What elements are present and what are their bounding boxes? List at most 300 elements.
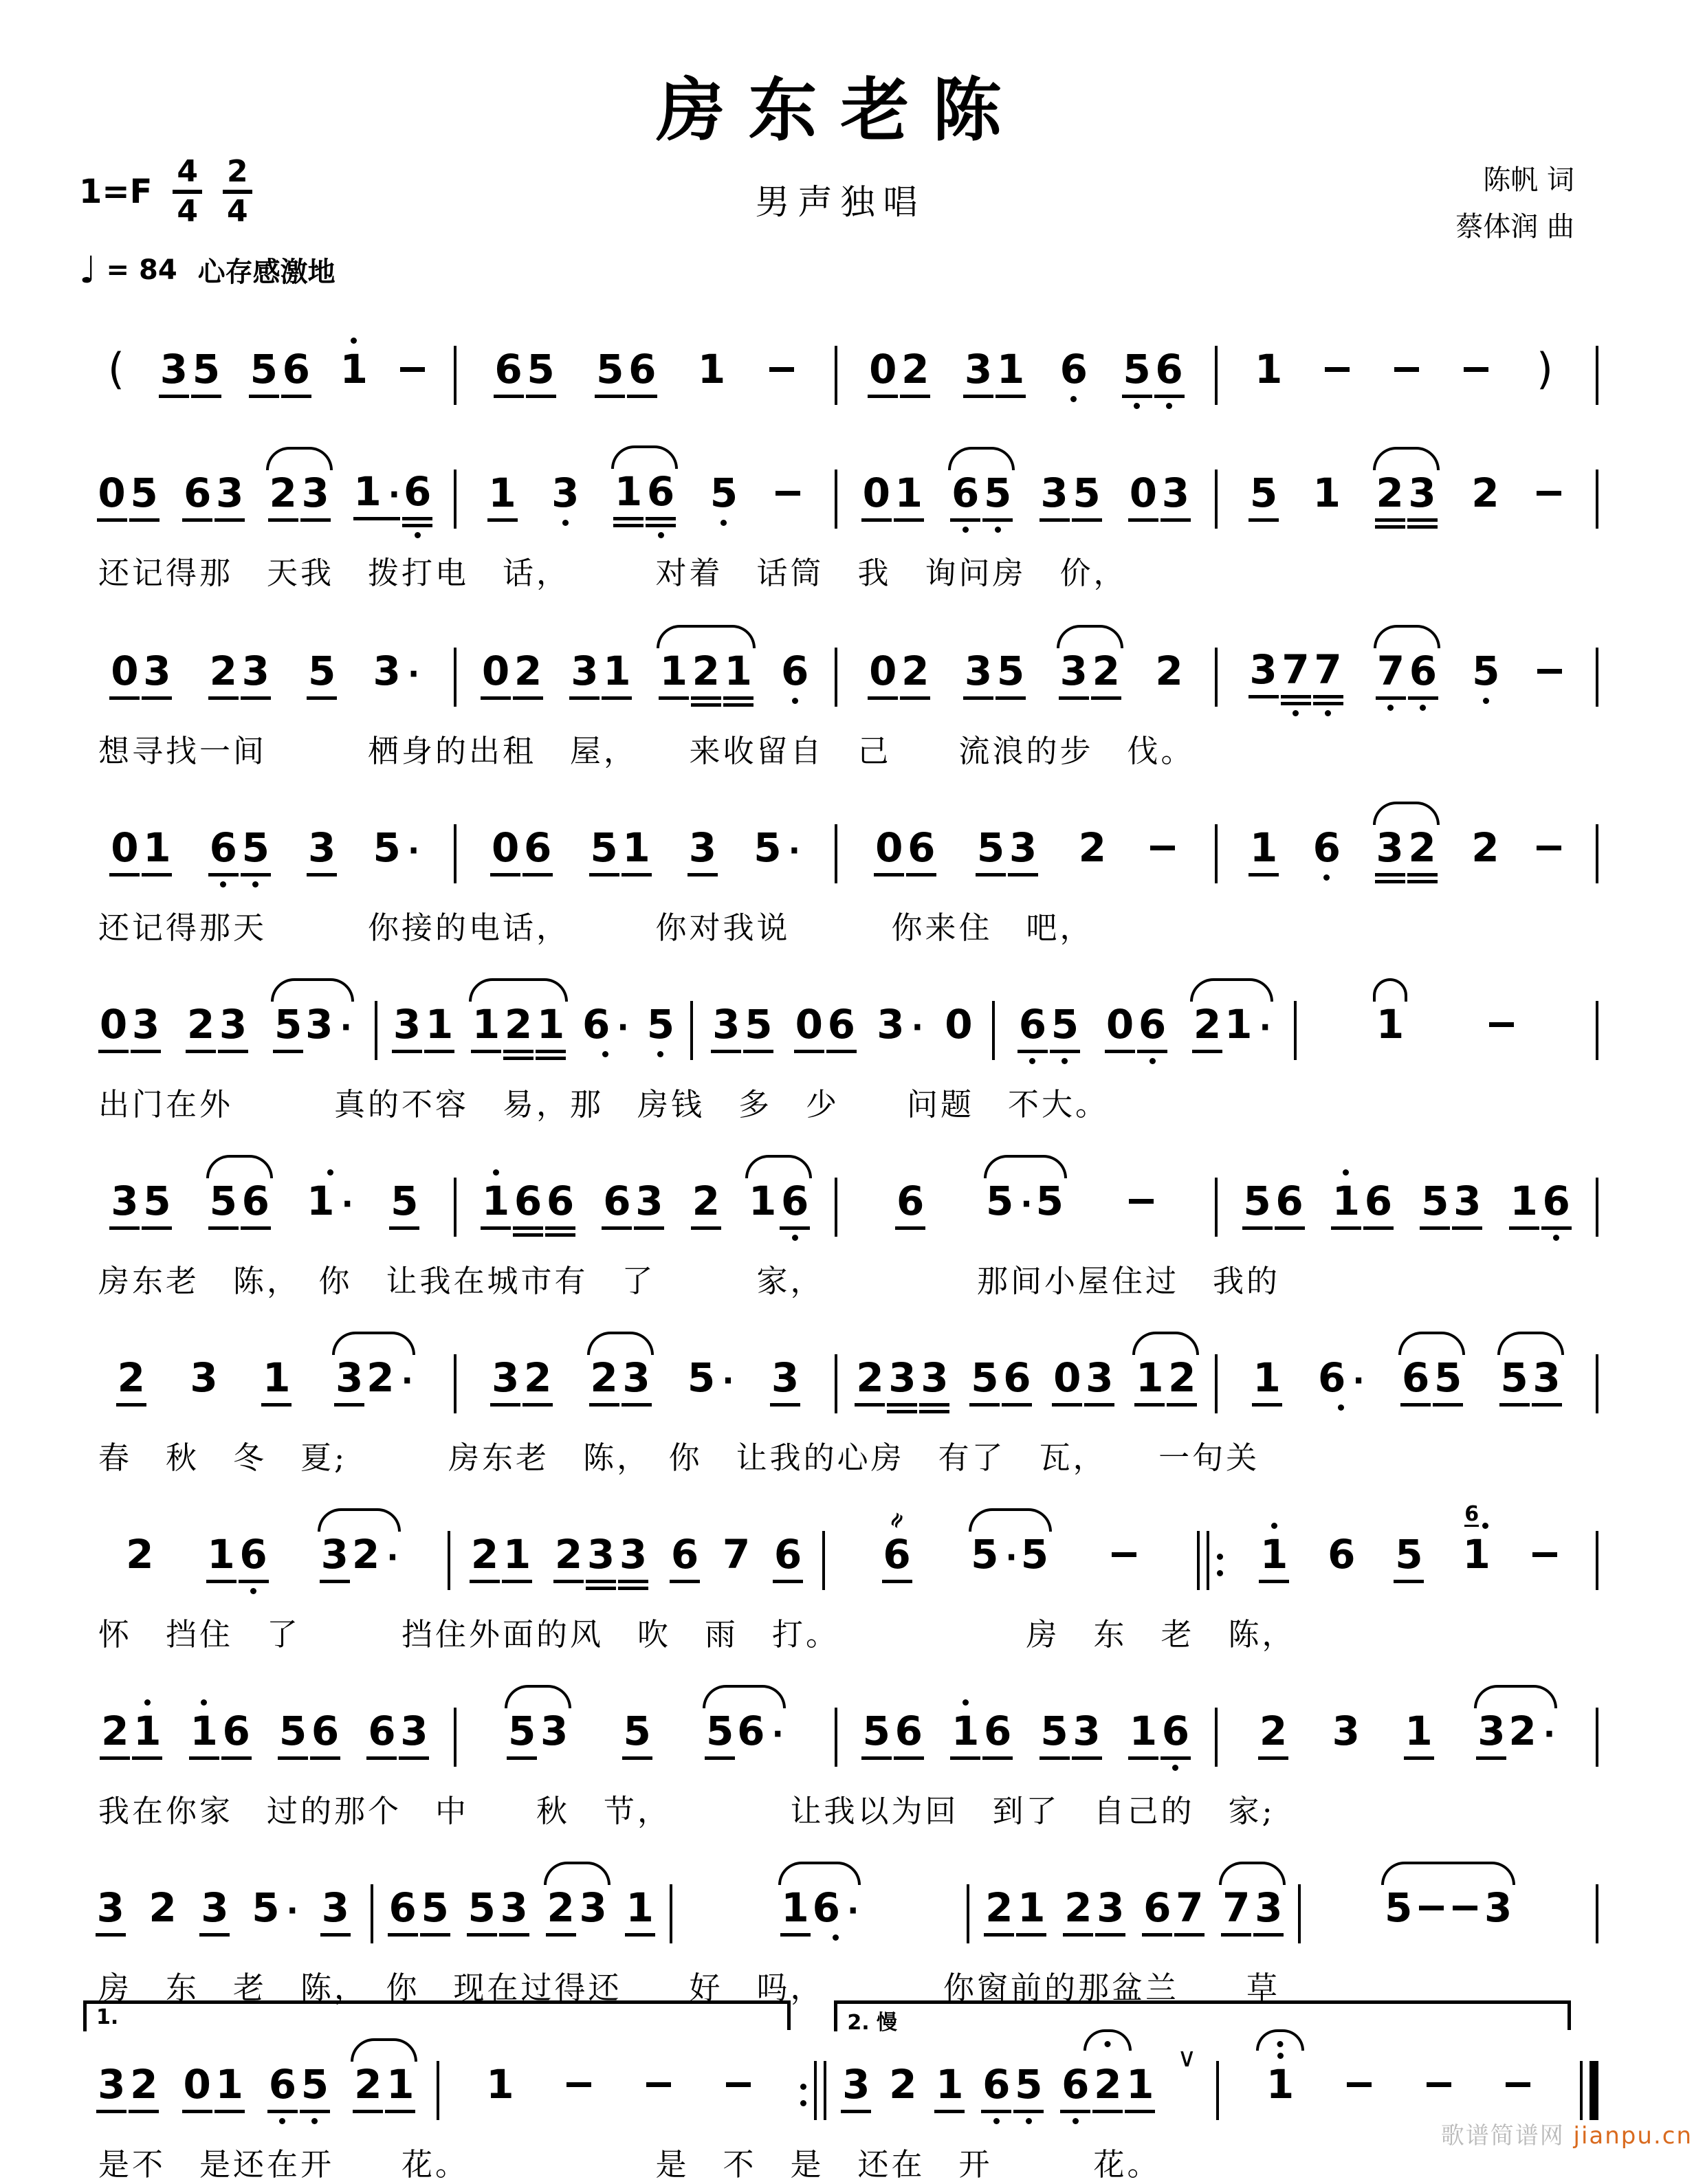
note-bottom [1128, 1753, 1158, 1776]
note-bottom [507, 1753, 537, 1776]
note [874, 799, 904, 893]
note [241, 623, 271, 716]
note-digit: 3 [551, 470, 580, 516]
beam-line [894, 1756, 924, 1760]
note-digit: 1 [425, 1001, 454, 1048]
note-group [773, 1506, 803, 1600]
score [79, 321, 1602, 2184]
note-digit: 5 [1243, 1178, 1271, 1224]
barline-stroke [454, 648, 456, 707]
tempo-expression: 心存感激地 [197, 256, 336, 288]
note-bottom [481, 1223, 511, 1246]
beam-line [320, 1933, 351, 1937]
note [743, 976, 773, 1070]
beam-line [1408, 696, 1438, 700]
note-bottom [100, 1753, 130, 1776]
subtitle: 男声独唱 [755, 182, 926, 222]
beam-line [963, 696, 993, 700]
note-digit: 6 [1143, 1884, 1172, 1931]
note-bottom [402, 514, 432, 538]
beam-line [982, 518, 1013, 522]
note [1059, 321, 1089, 415]
barline-stroke [454, 1178, 456, 1237]
beam-line [1252, 1403, 1282, 1407]
note-bottom [424, 1046, 454, 1070]
note-bottom [569, 693, 600, 716]
note-group [1052, 1330, 1114, 1423]
note-digit: 5 [278, 1708, 307, 1754]
measure [1300, 976, 1592, 1070]
note-bottom [1040, 1753, 1070, 1776]
note [481, 623, 511, 716]
note [563, 2036, 595, 2130]
note-group [481, 623, 543, 716]
lyrics-line: 是不 是还在开 花。 是 不 是 还在 开 花。 [98, 2146, 1161, 2183]
note [1533, 445, 1565, 538]
note-digit [643, 2062, 674, 2106]
note-group [1509, 1153, 1572, 1246]
note [206, 1506, 236, 1600]
note-bottom [582, 1046, 629, 1070]
beam-line [1059, 696, 1089, 700]
beam-line [996, 696, 1026, 700]
note-digit [1423, 2062, 1455, 2106]
note-bottom [1408, 693, 1438, 716]
note-digit: 3 · [305, 1001, 352, 1048]
note-bottom [307, 693, 337, 716]
note [307, 623, 337, 716]
note-group [1394, 1506, 1424, 1600]
note-bottom [1091, 693, 1121, 716]
note-digit [1449, 1886, 1481, 1930]
note-digit: 5 [250, 346, 278, 393]
octave-dot-below [1323, 874, 1330, 881]
note-digit: 3 [1376, 824, 1404, 871]
beam-line [1248, 695, 1279, 698]
lyrics-line: 房东老 陈， 你 让我在城市有 了 家， 那间小屋住过 我的 [98, 1263, 1281, 1299]
note-digit: 6 [282, 346, 311, 393]
note-bottom [189, 1400, 219, 1423]
barline [444, 1531, 454, 1600]
note-group [1376, 623, 1438, 716]
note-group [874, 799, 936, 893]
slur-arc [1374, 625, 1440, 648]
augmentation-dot: · [407, 832, 420, 869]
note-bottom [526, 391, 556, 415]
music-system [79, 321, 1602, 415]
note-digit: 2 [692, 1178, 720, 1224]
note-digit: 0 [111, 648, 139, 694]
barline [1211, 470, 1221, 538]
note-digit [1460, 347, 1492, 391]
measure [79, 976, 371, 1070]
note-bottom [578, 1930, 608, 1953]
note-bottom [602, 1223, 632, 1246]
measure [841, 799, 1212, 893]
dash-note [1537, 669, 1562, 674]
note-digit: 2 [1471, 470, 1499, 516]
note-bottom [1253, 1930, 1284, 1953]
note-group [602, 1153, 664, 1246]
measure [1221, 1330, 1592, 1423]
note-digit: 2 [209, 648, 237, 694]
dash-note [400, 367, 425, 372]
note-digit: 0 [1053, 1354, 1081, 1401]
beam-line [646, 517, 676, 520]
note-group [320, 1506, 399, 1600]
note-bottom [471, 1046, 501, 1070]
barline-stroke [1197, 1531, 1200, 1590]
music-system [79, 1330, 1602, 1477]
note [142, 1153, 172, 1246]
note-digit: 3 · [373, 648, 420, 694]
note-group [882, 1506, 912, 1600]
note-bottom [659, 693, 689, 716]
note [494, 321, 524, 415]
note-group [861, 445, 924, 538]
octave-dot-below [1150, 1058, 1156, 1064]
note [622, 1683, 652, 1776]
note-bottom [98, 1046, 129, 1070]
note-group [1128, 445, 1191, 538]
beam-line [887, 1410, 917, 1413]
note [906, 799, 936, 893]
note [861, 445, 892, 538]
barline [1592, 648, 1602, 716]
barline-stroke [1596, 1354, 1598, 1413]
note-digit [1321, 347, 1353, 391]
note-group [780, 623, 810, 716]
note [670, 1506, 700, 1600]
note-group [320, 1860, 351, 1953]
note-digit: 3 [335, 1354, 364, 1401]
beam-line [1128, 1756, 1158, 1760]
note-digit: 5 [421, 1884, 449, 1931]
beam-line [310, 1756, 340, 1760]
barline [1211, 346, 1221, 415]
note [373, 623, 420, 716]
note-group [100, 1683, 162, 1776]
note-digit: 6 [883, 1531, 911, 1578]
note-group [646, 976, 676, 1070]
note [1072, 445, 1102, 538]
octave-dot-below [792, 1235, 798, 1241]
note [1509, 1153, 1539, 1246]
note [116, 1330, 146, 1423]
augmentation-dot: · [771, 1715, 784, 1752]
beam-line [1331, 1226, 1361, 1230]
measure [79, 1683, 450, 1776]
dash-note [1419, 1906, 1444, 1910]
note-group [189, 1330, 219, 1423]
note-top [1271, 1506, 1277, 1532]
note-bottom [1192, 1046, 1222, 1070]
note-group [1533, 799, 1565, 893]
note [1312, 799, 1342, 893]
note-bottom [389, 1223, 419, 1246]
note-group [1486, 976, 1517, 1070]
beam-line [189, 1756, 219, 1760]
slur-arc [969, 1508, 1052, 1532]
key-label: 1=F [79, 173, 153, 211]
note [646, 976, 676, 1070]
note-group [976, 799, 1038, 893]
octave-dot-above [1271, 1523, 1277, 1529]
watermark-site: 歌谱简谱网 [1440, 2122, 1565, 2150]
beam-line [249, 395, 279, 398]
note-group [1125, 1153, 1157, 1246]
note-bottom [861, 1753, 892, 1776]
beam-line [545, 1233, 575, 1237]
note-digit: 6 [628, 346, 657, 393]
note-bottom [1318, 1400, 1365, 1423]
note-digit: 6 · [737, 1708, 784, 1754]
note [894, 1683, 924, 1776]
note-bottom [1137, 1046, 1167, 1070]
note-digit: 1 [1376, 1001, 1405, 1048]
note-digit: 1 [503, 1531, 531, 1578]
note-group [643, 2036, 674, 2130]
note-bottom [252, 1930, 298, 1953]
note-bottom [770, 1400, 800, 1423]
note-bottom [874, 870, 904, 893]
beam-line [424, 1050, 454, 1053]
beam-line [536, 1050, 566, 1053]
note-bottom [1499, 1400, 1530, 1423]
note [97, 445, 127, 538]
note [589, 799, 619, 893]
barline-stroke [454, 1708, 456, 1767]
slur-arc [657, 625, 756, 648]
note-digit: 5 [984, 470, 1012, 516]
note-bottom [278, 1753, 308, 1776]
note-bottom [310, 1753, 340, 1776]
note [882, 1506, 912, 1600]
note-bottom [1059, 693, 1089, 716]
note-group [96, 2036, 159, 2130]
beam-line [1476, 1756, 1506, 1760]
note-group [766, 321, 798, 415]
note-bottom [307, 870, 337, 893]
note [191, 321, 221, 415]
note-bottom [1013, 2106, 1044, 2130]
slur-arc [1381, 1862, 1515, 1885]
note-digit: 5 [705, 1708, 734, 1754]
barline [1592, 1001, 1602, 1070]
note [963, 623, 993, 716]
measure [841, 321, 1212, 415]
note-bottom [1077, 870, 1108, 893]
note-group [1391, 321, 1422, 415]
octave-dot-below [1483, 698, 1489, 704]
beam-line [241, 873, 271, 876]
notes-row [79, 2005, 1602, 2130]
note-bottom [1092, 2106, 1123, 2130]
measure [377, 1860, 666, 1953]
note-digit: 6 [1542, 1178, 1570, 1224]
beam-line [1040, 1756, 1070, 1760]
note-bottom [241, 693, 271, 716]
note [696, 321, 727, 415]
note-group [723, 2036, 754, 2130]
note-group [1258, 1683, 1288, 1776]
note-digit: 5 [1015, 2061, 1043, 2108]
note-digit: 0 [945, 1001, 973, 1048]
beam-line [981, 2110, 1011, 2113]
measure [973, 1860, 1295, 1953]
note [996, 623, 1026, 716]
note-group [770, 1330, 800, 1423]
note-digit: 6 [780, 1178, 809, 1224]
note-bottom [1063, 1930, 1093, 1953]
beam-line [129, 518, 160, 522]
note-bottom [1258, 1753, 1288, 1776]
grace-note: 6 [1464, 1502, 1480, 1526]
barline-stroke [835, 346, 837, 405]
note [339, 321, 369, 415]
note [900, 623, 930, 716]
note-digit: 2 [1078, 824, 1106, 871]
note [353, 443, 400, 538]
note-digit: 2 [101, 1708, 129, 1754]
note-digit: 5 [996, 648, 1025, 694]
note-group [1420, 1153, 1482, 1246]
beam-line [503, 1050, 534, 1053]
header-meta [79, 154, 1602, 291]
lyrics-line: 出门在外 真的不容 易，那 房钱 多 少 问题 不大。 [98, 1086, 1110, 1123]
composer-credit: 蔡体润 曲 [1455, 211, 1574, 243]
note-digit: 0 [481, 648, 510, 694]
note [1242, 1153, 1273, 1246]
barline-stroke [690, 1001, 693, 1060]
note-top [882, 1506, 912, 1534]
beam-line [627, 395, 657, 398]
note-top [351, 321, 357, 347]
beam-line [273, 1050, 303, 1053]
note-digit: 1 [386, 2061, 415, 2108]
note-bottom [1452, 1223, 1482, 1246]
beam-line [221, 1756, 252, 1760]
note-bottom [499, 1930, 529, 1953]
music-system [79, 2005, 1602, 2184]
beam-line [402, 524, 432, 527]
dash-note [646, 2082, 671, 2087]
note-bottom [868, 391, 898, 415]
music-system [79, 1153, 1602, 1301]
note-group [877, 976, 923, 1070]
note-group [622, 1683, 652, 1776]
beam-line [546, 1933, 576, 1937]
note [499, 1860, 529, 1953]
note-digit: 6 [239, 1531, 267, 1578]
note [402, 443, 432, 538]
key-signature [79, 154, 602, 229]
dash-note [726, 2082, 751, 2087]
note-digit: 3 [619, 1531, 648, 1578]
note [1122, 321, 1152, 415]
note [1326, 1506, 1356, 1600]
note-digit: 3 [301, 470, 329, 516]
augmentation-dot: · [788, 832, 801, 869]
note-digit: 3 [400, 1708, 428, 1754]
note-group [124, 1506, 155, 1600]
beam-line [503, 1057, 534, 1060]
note-digit: 6 [222, 1708, 250, 1754]
note-group [1134, 1330, 1197, 1423]
note-bottom [855, 1400, 885, 1423]
beam-line [602, 1226, 632, 1230]
note-bottom [1313, 692, 1343, 716]
note-digit [1391, 347, 1422, 391]
note-bottom [950, 515, 980, 538]
note-digit: 3 [241, 648, 270, 694]
note-digit: 6 [827, 1001, 855, 1048]
note-bottom [919, 1400, 949, 1423]
note [569, 623, 600, 716]
beam-line [420, 1933, 450, 1937]
slur-arc [703, 1685, 786, 1708]
note-bottom [1449, 1930, 1481, 1953]
note-bottom [300, 515, 331, 538]
note-digit: 6 [894, 1708, 923, 1754]
beam-line [1134, 1403, 1165, 1407]
beam-line [1013, 2110, 1044, 2113]
note [1404, 1683, 1434, 1776]
beam-line [142, 873, 172, 876]
note [300, 2036, 330, 2130]
note-digit: 2 [504, 1001, 533, 1048]
note-digit: 2 [1168, 1354, 1196, 1401]
repeat-dot [1217, 1570, 1223, 1576]
note-digit: 2 · [366, 1354, 413, 1401]
beam-line [622, 873, 652, 876]
note-bottom [218, 1046, 248, 1070]
note-bottom [906, 870, 936, 893]
key-tempo-block [79, 154, 602, 291]
music-system [79, 443, 1602, 593]
octave-dot-above [1482, 1523, 1488, 1529]
beam-line [402, 517, 432, 520]
note [1105, 976, 1135, 1070]
note-bottom [124, 1576, 155, 1600]
note-bottom [101, 391, 131, 415]
note [1052, 1330, 1082, 1423]
note-group [388, 1860, 450, 1953]
slur-arc [778, 1862, 861, 1885]
octave-dot-below [1070, 396, 1077, 402]
beam-line [241, 696, 271, 700]
note-group [1147, 799, 1178, 893]
note [1013, 2036, 1044, 2130]
note-bottom [470, 1576, 500, 1600]
octave-dot-above [351, 338, 357, 344]
note-top [962, 1683, 969, 1709]
note-digit: 7 [722, 1531, 751, 1578]
note [1040, 445, 1070, 538]
note [129, 2036, 159, 2130]
octave-dot-below [962, 527, 969, 533]
note-digit: 3 [688, 824, 717, 871]
dash-note [1394, 367, 1419, 372]
note [622, 799, 652, 893]
note-group [273, 976, 352, 1070]
note-digit: 7 [1222, 1884, 1251, 1931]
note-group [307, 623, 337, 716]
measure [460, 799, 831, 893]
note-group [1533, 445, 1565, 538]
note [148, 1860, 178, 1953]
note-bottom [1035, 1223, 1065, 1246]
